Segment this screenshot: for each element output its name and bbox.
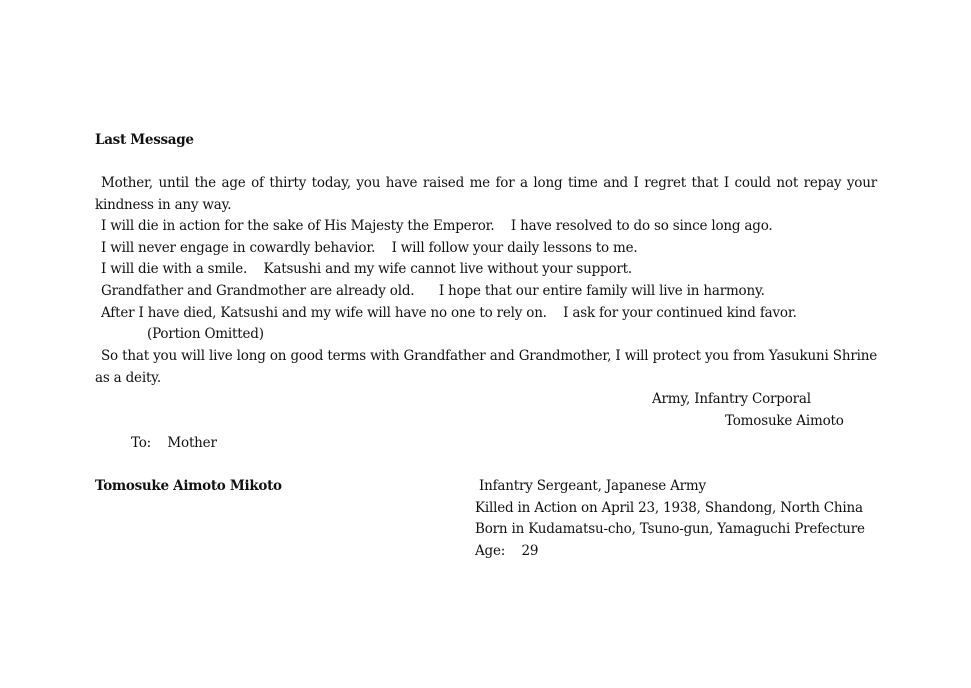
document-title: Last Message <box>95 132 194 148</box>
profile-rank: Infantry Sergeant, Japanese Army <box>479 478 706 494</box>
profile-death: Killed in Action on April 23, 1938, Shandong, North China <box>475 500 863 516</box>
message-line-4: I will die with a smile. Katsushi and my wife cannot live without your support. <box>101 261 632 277</box>
profile-age: Age: 29 <box>475 543 539 559</box>
message-line-6: After I have died, Katsushi and my wife will have no one to rely on. I ask for your continued kind favor. <box>101 305 797 321</box>
signature-name: Tomosuke Aimoto <box>725 413 844 429</box>
message-paragraph-1: Mother, until the age of thirty today, you have raised me for a long time and I regret that I could not repay your kindness in any way. <box>95 175 877 213</box>
profile-birthplace: Born in Kudamatsu-cho, Tsuno-gun, Yamaguchi Prefecture <box>475 521 865 537</box>
recipient-line: To: Mother <box>131 435 217 451</box>
message-line-3: I will never engage in cowardly behavior. I will follow your daily lessons to me. <box>101 240 638 256</box>
message-line-5: Grandfather and Grandmother are already old. I hope that our entire family will live in harmony. <box>101 283 765 299</box>
profile-name: Tomosuke Aimoto Mikoto <box>95 478 282 494</box>
message-paragraph-7: So that you will live long on good terms with Grandfather and Grandmother, I will protect you from Yasukuni Shrine as a deity. <box>95 348 877 386</box>
signature-rank: Army, Infantry Corporal <box>652 391 811 407</box>
portion-omitted-note: (Portion Omitted) <box>147 326 264 342</box>
message-line-2: I will die in action for the sake of His Majesty the Emperor. I have resolved to do so since long ago. <box>101 218 773 234</box>
